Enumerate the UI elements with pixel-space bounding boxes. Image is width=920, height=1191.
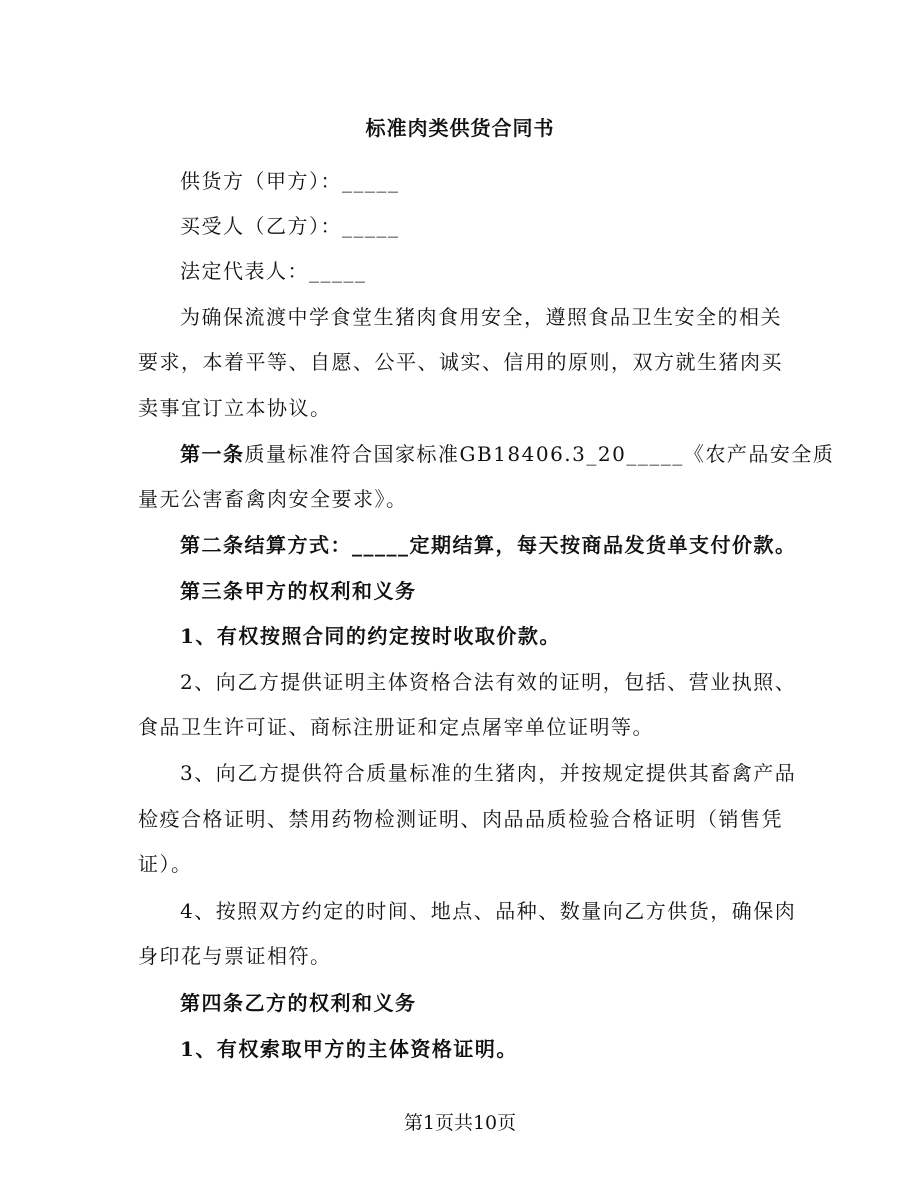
article-3-item-3-line-2: 检疫合格证明、禁用药物检测证明、肉品品质检验合格证明（销售凭 [138,807,783,831]
page-footer: 第1页共10页 [403,1112,517,1134]
article-4-item-1: 1、有权索取甲方的主体资格证明。 [180,1037,518,1061]
article-1-line-1 [180,441,834,467]
preamble-line-1: 为确保流渡中学食堂生猪肉食用安全，遵照食品卫生安全的相关 [180,305,782,329]
article-2: 第二条结算方式：_____定期结算，每天按商品发货单支付价款。 [180,533,797,557]
preamble-line-2: 要求，本着平等、自愿、公平、诚实、信用的原则，双方就生猪肉买 [138,350,783,374]
article-1-text: 质量标准符合国家标准GB18406.3_20_____《农产品安全质 [244,442,835,466]
article-1-line-2: 量无公害畜禽肉安全要求》。 [138,487,408,511]
article-3-item-4-line-1: 4、按照双方约定的时间、地点、品种、数量向乙方供货，确保肉 [180,899,797,923]
article-3-item-4-line-2: 身印花与票证相符。 [138,944,332,968]
article-3-item-3-line-1: 3、向乙方提供符合质量标准的生猪肉，并按规定提供其畜禽产品 [180,761,797,785]
article-3-heading: 第三条甲方的权利和义务 [180,579,417,603]
article-3-item-2-line-1: 2、向乙方提供证明主体资格合法有效的证明，包括、营业执照、 [180,670,797,694]
document-title: 标准肉类供货合同书 [365,116,555,140]
article-4-heading: 第四条乙方的权利和义务 [180,991,417,1015]
preamble-line-3: 卖事宜订立本协议。 [138,396,332,420]
buyer-line: 买受人（乙方）：_____ [180,214,400,238]
article-3-item-3-line-3: 证）。 [138,852,193,876]
article-3-item-1: 1、有权按照合同的约定按时收取价款。 [180,624,561,648]
legal-representative-line: 法定代表人：_____ [180,259,367,283]
article-1-heading: 第一条 [180,442,245,466]
article-3-item-2-line-2: 食品卫生许可证、商标注册证和定点屠宰单位证明等。 [138,715,654,739]
supplier-line: 供货方（甲方）：_____ [180,169,400,193]
